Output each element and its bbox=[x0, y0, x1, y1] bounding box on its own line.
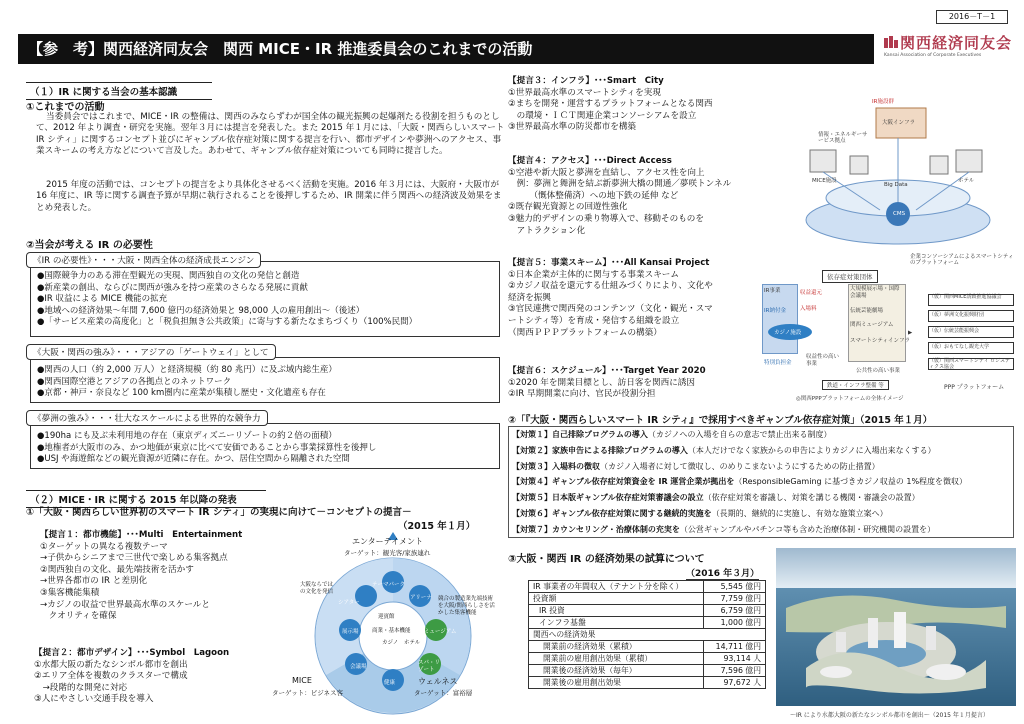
effect-value: 14,711 億円 bbox=[704, 641, 766, 653]
proposal-heading: 【提言１：都市機能】･･･Multi Entertainment bbox=[40, 530, 243, 540]
proposal-line: ートシティ等）を育成・発信する組織を設立 bbox=[508, 315, 680, 326]
effect-label: 開業前の経済効果（累積） bbox=[529, 641, 704, 653]
segment-label: シアター bbox=[338, 600, 360, 606]
measure-head: 【対策５】日本版ギャンブル依存症対策審議会の設立 bbox=[512, 493, 704, 503]
activity-paragraph-2: 2015 年度の活動では、コンセプトの提言をより具体化させるべく活動を実施。2016 年３月には、大阪府・大阪市が 16 年度に、IR 等に関する調査予算が早期に執行されることを後押しするため、IR 開業に伴う関西への経済波及効果をまとめ発表した。 bbox=[36, 180, 502, 213]
section1-heading: （１）IR に関する当会の基本認識 bbox=[26, 82, 212, 100]
logo-text: 関西経済同友会 bbox=[900, 34, 1013, 52]
scheme-bottom: 収益性の高い事業 bbox=[806, 354, 840, 367]
scheme-left: IR事業 bbox=[764, 288, 781, 294]
yumeshima-item: ●地権者が大阪市のみ、かつ地価が東京に比べて安価であることから事業採算性を後押し bbox=[37, 442, 377, 453]
ir-city-rendering bbox=[776, 548, 1016, 706]
measure-item bbox=[512, 427, 1010, 443]
proposal-heading: 【提言３：インフラ】･･･Smart City bbox=[508, 76, 664, 86]
smartcity-label: 情報・エネルギーサービス拠点 bbox=[818, 132, 868, 144]
segment-label: テーマパーク bbox=[372, 582, 405, 588]
concept-proposal-date: （2015 年１月） bbox=[398, 521, 476, 532]
measure-body: （公営ギャンブルやパチンコ等も含めた治療体制・研究機関の設置を） bbox=[679, 524, 936, 534]
effect-value: 93,114 人 bbox=[704, 653, 766, 665]
effect-row bbox=[529, 605, 766, 617]
proposal-4-block bbox=[508, 156, 731, 237]
proposal-line: の環境・ＩＣＴ関連企業コンソーシアムを設立 bbox=[508, 110, 697, 121]
concept-proposal-title: ①「大阪・関西らしい世界初のスマート IR シティ」の実現に向けて－コンセプトの提言－ bbox=[26, 507, 412, 518]
proposal-heading: 【提言６：スケジュール】･･･Target Year 2020 bbox=[508, 366, 706, 376]
effect-row bbox=[529, 653, 766, 665]
proposal-line: ②まちを開発・運営するプラットフォームとなる関西 bbox=[508, 99, 713, 110]
diagram-right-label: ウェルネス bbox=[418, 677, 458, 686]
economic-effect-title: ③大阪・関西 IR の経済効果の試算について bbox=[508, 554, 705, 565]
need-item: ●「サービス産業の高度化」と「税負担無き公共政策」に寄与する新たなまちづくり（100%民間） bbox=[37, 317, 418, 327]
segment-label: ミュージアム bbox=[424, 629, 457, 635]
diagram-top-target: ターゲット：観光客/家族連れ bbox=[344, 549, 431, 557]
proposal-line: ②エリア全体を複数のクラスターで構成 bbox=[34, 671, 188, 682]
proposal-line: ②IR 早期開業に向け、官民が役割分担 bbox=[508, 389, 656, 400]
smartcity-label: IR施設群 bbox=[872, 99, 894, 105]
effect-label: 開業後の雇用創出効果 bbox=[529, 677, 704, 689]
proposal-6-block bbox=[508, 366, 706, 401]
effect-label: IR 事業者の年間収入（テナント分を除く） bbox=[529, 581, 704, 593]
logo-subtitle: Kansai Association of Corporate Executives bbox=[884, 53, 982, 58]
effect-row bbox=[529, 593, 766, 605]
smartcity-label: CMS bbox=[893, 211, 906, 217]
segment-label: 健康 bbox=[384, 680, 396, 686]
segment-label: 迎賓館 bbox=[378, 614, 395, 620]
segment-label: スパ・リゾート bbox=[418, 660, 441, 673]
proposal-line: ③魅力的デザインの乗り物導入で、移動そのものを bbox=[508, 213, 704, 224]
proposal-line: （慨体整備済）への地下鉄の延伸 など bbox=[508, 190, 679, 201]
proposal-line: ①水都大阪の新たなシンボル都市を創出 bbox=[34, 659, 188, 670]
proposal-line: ①空港や新大阪と夢洲を直結し、アクセス性を向上 bbox=[508, 167, 705, 178]
smartcity-label: Big Data bbox=[884, 182, 908, 188]
measure-item bbox=[512, 506, 1010, 522]
scheme-mid: スマートシティインフラ bbox=[850, 338, 910, 344]
scheme-bottom: 鉄道・インフラ整備 等 bbox=[822, 380, 889, 390]
effect-value: 5,545 億円 bbox=[704, 581, 766, 593]
proposal-line: →段階的な開発に対応 bbox=[34, 682, 128, 693]
effect-label: インフラ基盤 bbox=[529, 617, 704, 629]
measure-body: （依存症対策を審議し、対策を講じる機関・審議会の設置） bbox=[703, 493, 920, 503]
document-number: 2016－T－1 bbox=[936, 10, 1008, 24]
effect-row bbox=[529, 617, 766, 629]
proposal-5-block bbox=[508, 258, 713, 339]
scheme-left: カジノ施設 bbox=[774, 330, 802, 336]
diagram-left-target: ターゲット：ビジネス客 bbox=[272, 689, 344, 697]
measure-head: 【対策１】自己排除プログラムの導入 bbox=[512, 430, 648, 439]
effect-label: IR 投資 bbox=[529, 605, 704, 617]
strength-item: ●京都・神戸・奈良など 100 km圏内に産業が集積し歴史・文化遺産も存在 bbox=[37, 388, 326, 398]
diagram-right-target: ターゲット：富裕層 bbox=[414, 689, 473, 697]
proposal-line: ①日本企業が主体的に関与する事業スキーム bbox=[508, 269, 679, 280]
gambling-measures-title: ②「『大阪・関西らしいスマート IR シティ』で採用すべきギャンブル依存症対策」（2015 年１月） bbox=[508, 415, 933, 426]
measure-head: 【対策２】家族申告による排除プログラムの導入 bbox=[512, 445, 688, 455]
measure-item bbox=[512, 474, 1010, 490]
ir-need-tag: 《IR の必要性》・・・大阪・関西全体の経済成長エンジン bbox=[26, 252, 261, 268]
scheme-left: 特別負担金 bbox=[764, 360, 792, 366]
diagram-note-left: 大阪ならではの文化を発信 bbox=[300, 582, 334, 595]
economic-effect-table bbox=[528, 580, 766, 689]
page-title: 【参 考】関西経済同友会 関西 MICE・IR 推進委員会のこれまでの活動 bbox=[18, 34, 874, 64]
strength-item: ●関西国際空港とアジアの各拠点とのネットワーク bbox=[37, 376, 232, 387]
proposal-line: →子供からシニアまで三世代で楽しめる集客拠点 bbox=[40, 553, 228, 564]
smartcity-label: MICE施設 bbox=[812, 178, 837, 184]
ir-need-box bbox=[30, 261, 500, 337]
proposal-line: ③集客機能集積 bbox=[40, 587, 100, 598]
proposal-line: ②関西独自の文化、最先端技術を活かす bbox=[40, 564, 194, 575]
organization-logo bbox=[884, 32, 1014, 66]
osaka-strength-box bbox=[30, 357, 500, 403]
scheme-arrow: ▶ bbox=[908, 330, 913, 336]
section1-sub2: ②当会が考える IR の必要性 bbox=[26, 240, 153, 251]
proposal-line: ①2020 年を開業目標とし、訪日客を関西に誘因 bbox=[508, 377, 695, 388]
proposal-line: ②カジノ収益を還元する仕組みづくりにより、文化や bbox=[508, 281, 713, 292]
proposal-line: アトラクション化 bbox=[508, 225, 586, 236]
scheme-mid: 大規模展示場・国際会議場 bbox=[850, 286, 900, 299]
need-item: ●IR 収益による MICE 機能の拡充 bbox=[37, 294, 168, 304]
effect-row bbox=[529, 665, 766, 677]
effect-row bbox=[529, 677, 766, 689]
measure-item bbox=[512, 443, 1010, 459]
economic-effect-date: （2016 年３月） bbox=[686, 566, 759, 580]
center-label: 商業・基本機能 bbox=[372, 628, 411, 634]
measure-item bbox=[512, 459, 1010, 475]
proposal-3-block bbox=[508, 76, 713, 134]
scheme-right: （仮）伝統芸能振興会 bbox=[928, 326, 1014, 338]
yumeshima-strength-box bbox=[30, 423, 500, 469]
measure-body: （長期的、継続的に実施し、有効な施策立案へ） bbox=[711, 508, 888, 518]
center-label: カジノ bbox=[382, 640, 399, 646]
section2-heading: （２）MICE・IR に関する 2015 年以降の発表 bbox=[26, 490, 266, 508]
yumeshima-strength-tag: 《夢洲の強み》・・・壮大なスケールによる世界的な競争力 bbox=[26, 410, 268, 426]
proposal-line: 経済を振興 bbox=[508, 292, 551, 303]
scheme-mid: 入場料 bbox=[800, 306, 817, 312]
smartcity-caption: 企業コンソーシアムによるスマートシティのプラットフォーム bbox=[910, 254, 1014, 266]
scheme-mid: 収益還元 bbox=[800, 290, 823, 296]
proposal-line: ③官民連携で関西発のコンテンツ（文化・観光・スマ bbox=[508, 304, 713, 315]
effect-value: 7,759 億円 bbox=[704, 593, 766, 605]
scheme-ppp: PPP プラットフォーム bbox=[944, 384, 1005, 391]
measure-head: 【対策３】入場料の徴収 bbox=[512, 461, 600, 471]
diagram-top-title: エンターテイメント bbox=[352, 537, 424, 546]
scheme-left: IR納付金 bbox=[764, 308, 786, 314]
segment-label: 会議場 bbox=[350, 664, 367, 670]
need-item: ●地域への経済効果～年間 7,600 億円の経済効果と 98,000 人の雇用創出～（後述） bbox=[37, 305, 365, 316]
scheme-right: （仮）おもてなし観光大学 bbox=[928, 342, 1014, 354]
segment-label: 展示場 bbox=[342, 629, 359, 635]
proposal-line: ①ターゲットの異なる複数テーマ bbox=[40, 541, 168, 552]
rendering-caption: ～IR により水都大阪の新たなシンボル都市を創出～（2015 年１月提言） bbox=[790, 712, 989, 719]
scheme-bottom: 公共性の高い事業 bbox=[856, 368, 901, 374]
measure-head: 【対策６】ギャンブル依存症対策に関する継続的実施を bbox=[512, 508, 712, 518]
center-label: ホテル bbox=[404, 640, 421, 646]
proposal-heading: 【提言２：都市デザイン】･･･Symbol Lagoon bbox=[34, 648, 230, 658]
proposal-1-block bbox=[40, 530, 242, 623]
effect-row bbox=[529, 581, 766, 593]
measure-body: （カジノ入場者に対して徴収し、のめりこまないようにするための防止措置） bbox=[600, 461, 880, 471]
proposal-line: （関西ＰＰＰプラットフォームの構築） bbox=[508, 327, 662, 338]
yumeshima-item: ●USJ や海遊館などの観光資源が近隣に存在。かつ、居住空間から隔離された空間 bbox=[37, 454, 350, 464]
need-item: ●国際競争力のある滞在型観光の実現、関西独自の文化の発信と創造 bbox=[37, 271, 300, 281]
effect-label: 開業後の経済効果（毎年） bbox=[529, 665, 704, 677]
activity-paragraph-1: 当委員会ではこれまで、MICE・IR の整備は、関西のみならずわが国全体の観光振興の起爆剤たる役割を担うものとして、2012 年より調査・研究を実施。翌年３月には提言を発表した。また 2015 年１月には、「大阪・関西らしいスマート IR シティ」に関するコンセプト並びにギャンブル依存症対策に関する提言を行い、都市デザインや夢洲へのアクセス、事業スキームの考え方などについて言及した。あわせて、ギャンブル依存症対策についても同時に提言した。 bbox=[36, 112, 505, 157]
scheme-caption: ◎関西PPPプラットフォームの全体イメージ bbox=[796, 396, 904, 402]
scheme-mid: 関西ミュージアム bbox=[850, 322, 894, 328]
measure-body: （本人だけでなく家族からの申告によりカジノに入場出来なくする） bbox=[687, 445, 936, 455]
scheme-right: （仮）関西スマートシティ ロジスティクス協会 bbox=[928, 358, 1014, 370]
measure-item bbox=[512, 490, 1010, 506]
proposal-line: 例：夢洲と舞洲を結ぶ新夢洲大橋の開通／夢咲トンネル bbox=[508, 179, 732, 190]
measure-head: 【対策７】カウンセリング・治療体制の充実を bbox=[512, 524, 680, 534]
effect-row bbox=[529, 629, 766, 641]
effect-row bbox=[529, 641, 766, 653]
yumeshima-item: ●190ha にも及ぶ未利用地の存在（東京ディズニーリゾートの約２倍の面積） bbox=[37, 431, 337, 441]
gambling-measures-box bbox=[508, 426, 1014, 538]
proposal-line: ①世界最高水準のスマートシティを実現 bbox=[508, 87, 661, 98]
effect-value: 97,672 人 bbox=[704, 677, 766, 689]
smartcity-label: ホテル bbox=[958, 178, 975, 184]
scheme-right: （仮）夢洲文化振興財団 bbox=[928, 310, 1014, 322]
need-item: ●新産業の創出、ならびに関西が強みを持つ産業のさらなる発展に貢献 bbox=[37, 282, 308, 293]
section1-sub1: ①これまでの活動 bbox=[26, 102, 105, 113]
effect-value: 6,759 億円 bbox=[704, 605, 766, 617]
scheme-mid: 伝統芸能劇場 bbox=[850, 308, 884, 314]
segment-label: アリーナ bbox=[410, 595, 432, 601]
proposal-line: ②既存観光資源との回遊性強化 bbox=[508, 202, 628, 213]
smartcity-label: 大阪インフラ bbox=[882, 120, 916, 126]
strength-item: ●関西の人口（約 2,000 万人）と経済規模（約 80 兆円）に及ぶ域内総生産） bbox=[37, 365, 337, 375]
effect-label: 開業前の雇用創出効果（累積） bbox=[529, 653, 704, 665]
effect-value: 1,000 億円 bbox=[704, 617, 766, 629]
scheme-title: 依存症対策団体 bbox=[822, 270, 878, 283]
proposal-heading: 【提言５：事業スキーム】･･･All Kansai Project bbox=[508, 258, 710, 268]
proposal-line: ③世界最高水準の防災都市を構築 bbox=[508, 122, 637, 133]
proposal-2-block bbox=[34, 648, 229, 706]
effect-value: 7,596 億円 bbox=[704, 665, 766, 677]
logo-mark-icon bbox=[884, 36, 898, 50]
diagram-left-label: MICE bbox=[292, 676, 312, 685]
measure-body: （ResponsibleGaming に基づきカジノ収益の 1%程度を徴収） bbox=[734, 477, 968, 487]
scheme-diagram bbox=[760, 270, 1016, 404]
osaka-strength-tag: 《大阪・関西の強み》・・・アジアの「ゲートウェイ」として bbox=[26, 344, 276, 360]
proposal-line: ③人にやさしい交通手段を導入 bbox=[34, 694, 154, 705]
proposal-heading: 【提言４：アクセス】･･･Direct Access bbox=[508, 156, 672, 166]
diagram-note-right: 競合の製造業先端技術を大阪/関西らしさを活かした集客機能 bbox=[438, 596, 495, 616]
scheme-right: （仮）関西MICE誘致推進協議会 bbox=[928, 294, 1014, 306]
effect-label: 関西への経済効果 bbox=[529, 629, 766, 641]
proposal-line: →世界各都市の IR と差別化 bbox=[40, 576, 148, 587]
measure-head: 【対策４】ギャンブル依存症対策資金を IR 運営企業が拠出を bbox=[512, 477, 735, 487]
proposal-line: →カジノの収益で世界最高水準のスケールと bbox=[40, 599, 210, 610]
proposal-line: クオリティを確保 bbox=[40, 611, 117, 622]
effect-label: 投資額 bbox=[529, 593, 704, 605]
measure-body: （カジノへの入場を自らの意志で禁止出来る制度） bbox=[647, 430, 832, 439]
measure-item bbox=[512, 522, 1010, 538]
